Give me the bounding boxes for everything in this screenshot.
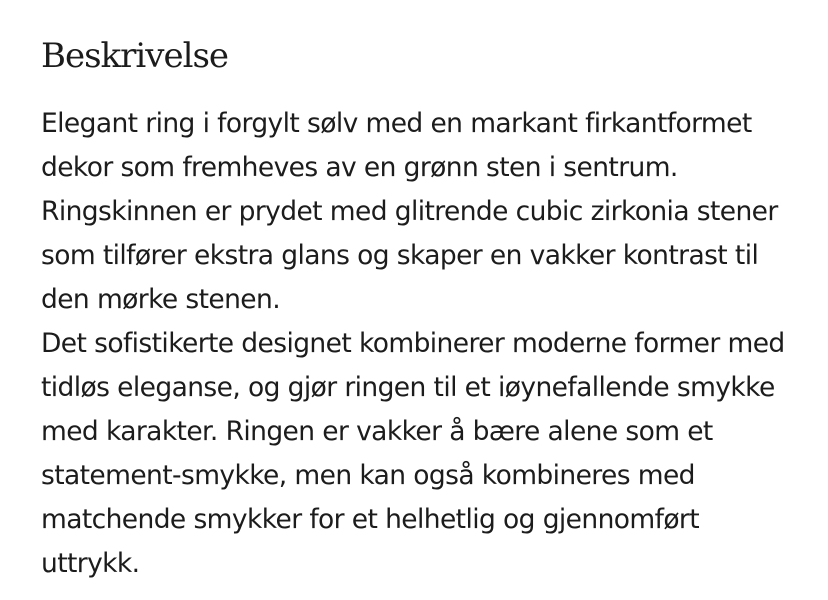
description-body [41, 102, 801, 586]
product-description-section [41, 30, 801, 586]
description-heading: Beskrivelse [41, 36, 229, 76]
description-paragraph-2: Det sofistikerte designet kombinerer moderne former med tidløs eleganse, og gjør ringen til et iøynefallende smykke med karakter. Ringen er vakker å bære alene som et statement-smykke, men kan også kombineres med matchende smykker for et helhetlig og gjennomført uttrykk. [41, 328, 785, 579]
description-paragraph-1: Elegant ring i forgylt sølv med en markant firkantformet dekor som fremheves av en grønn sten i sentrum. Ringskinnen er prydet med glitrende cubic zirkonia stener som tilfører ekstra glans og skaper en vakker kontrast til den mørke stenen. [41, 108, 778, 315]
